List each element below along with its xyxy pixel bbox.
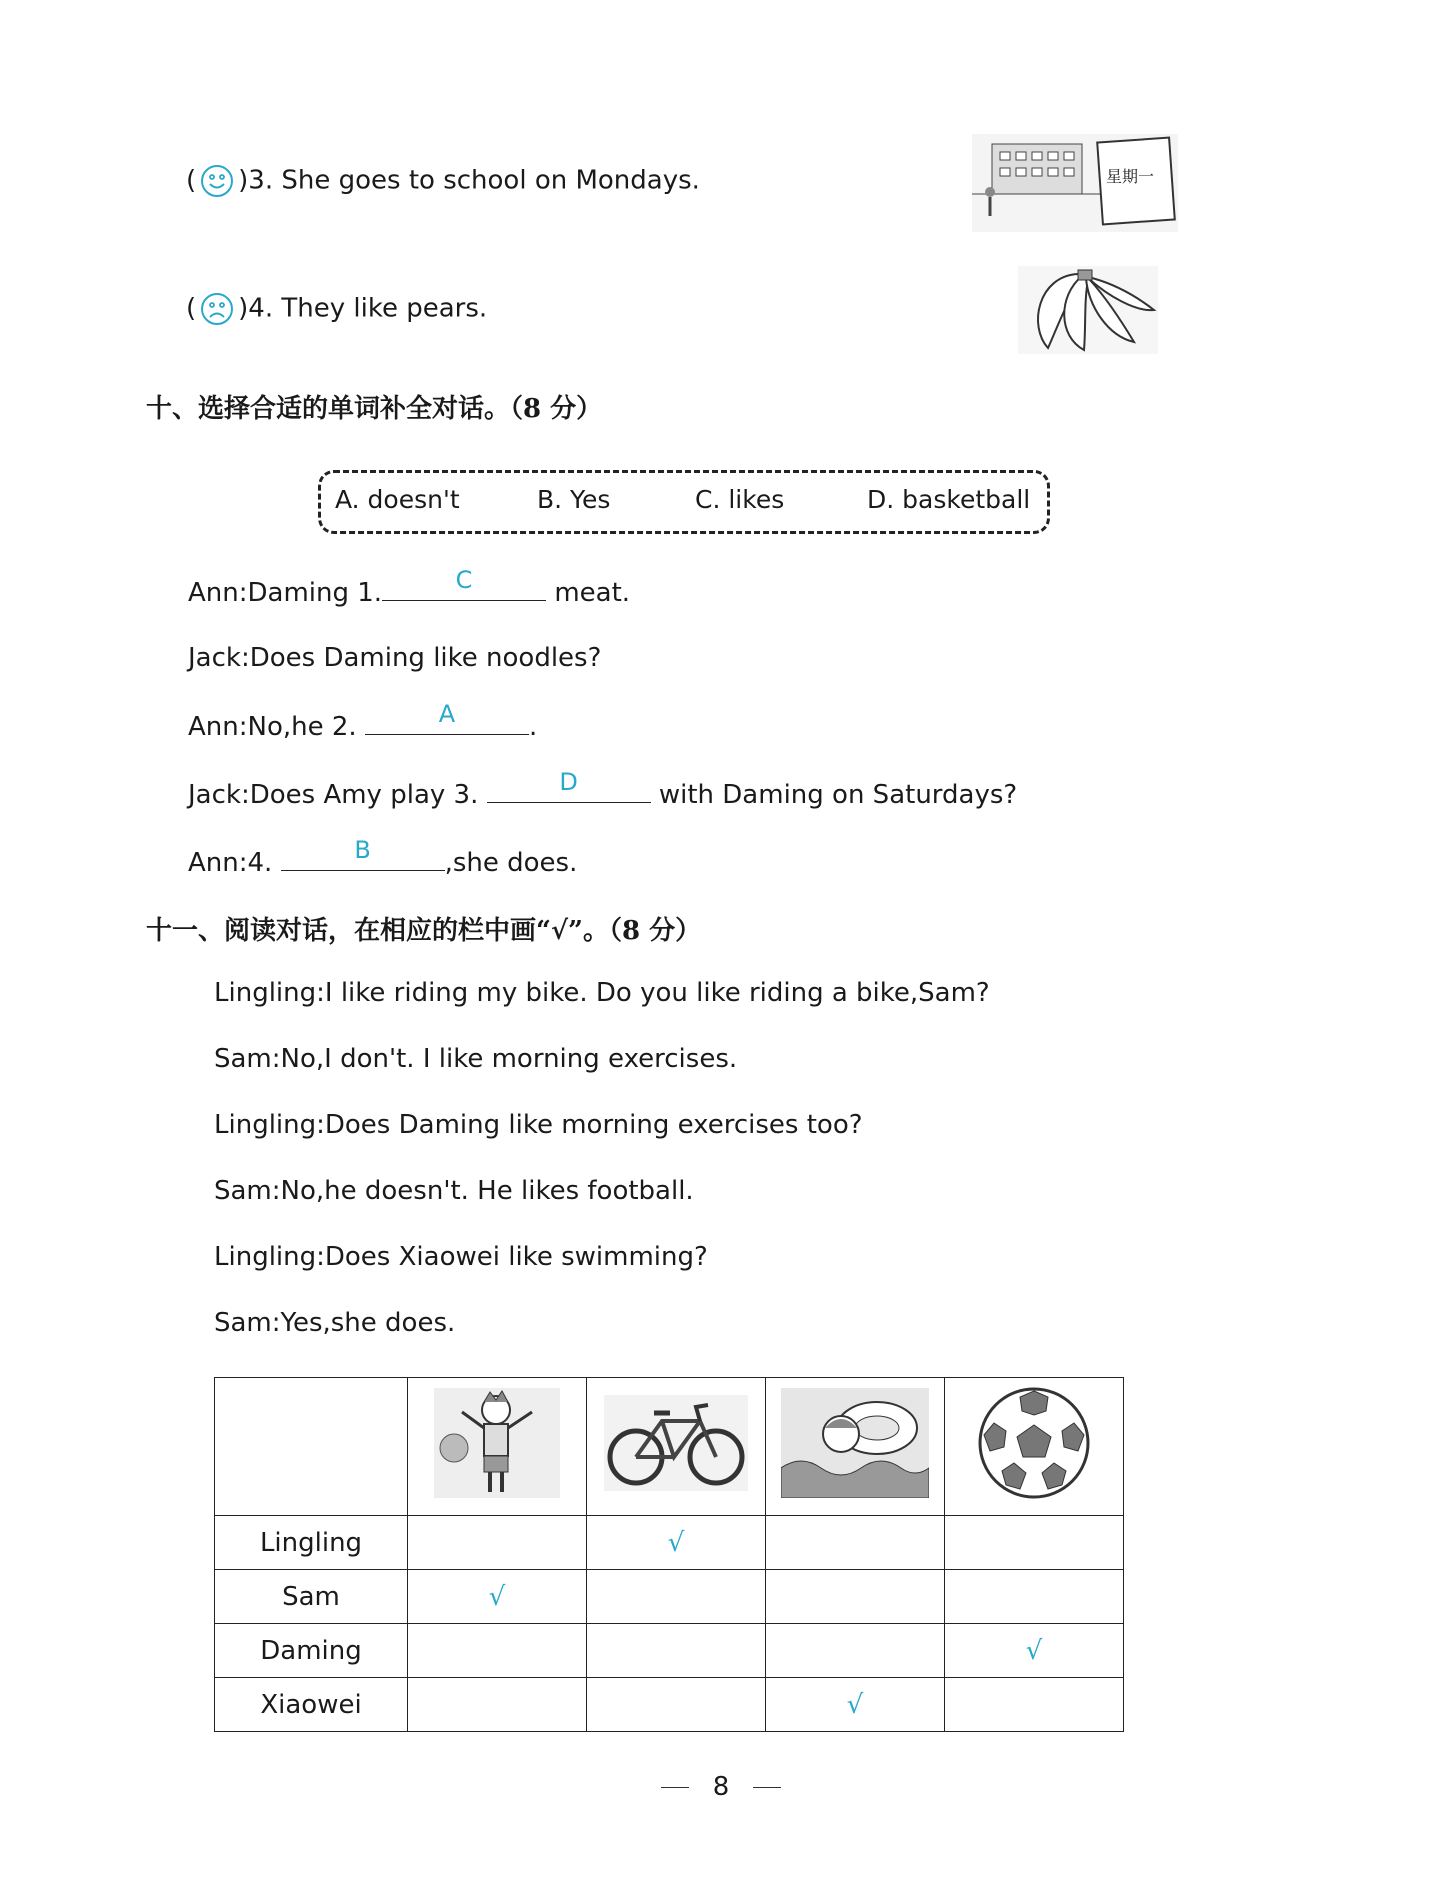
check-cell[interactable]: √: [408, 1570, 587, 1624]
divider: [753, 1787, 781, 1788]
check-cell[interactable]: [766, 1516, 945, 1570]
judge-item-3: ( )3. She goes to school on Mondays.: [186, 164, 700, 198]
answer-blank-3: [487, 768, 651, 803]
header-football: [945, 1378, 1124, 1516]
reading-line-3: Lingling:Does Daming like morning exercises too?: [214, 1110, 863, 1140]
dialogue-text: Jack:Does Amy play 3.: [188, 780, 487, 810]
reading-line-4: Sam:No,he doesn't. He likes football.: [214, 1176, 694, 1206]
row-name: Lingling: [215, 1516, 408, 1570]
dialogue-line-4: [188, 768, 1018, 810]
divider: [661, 1787, 689, 1788]
header-morning-exercises: [408, 1378, 587, 1516]
swimming-icon: [781, 1388, 929, 1498]
option-b: B. Yes: [537, 485, 611, 514]
reading-line-5: Lingling:Does Xiaowei like swimming?: [214, 1242, 708, 1272]
activity-table: [214, 1377, 1124, 1732]
dialogue-text: Ann:No,he 2.: [188, 712, 365, 742]
sad-face-icon: [200, 292, 234, 326]
section-10-title: 十、选择合适的单词补全对话。（8 分）: [146, 394, 603, 424]
dialogue-text: Jack:Does Daming like noodles?: [188, 643, 602, 673]
section-11-title: 十一、阅读对话，在相应的栏中画“√”。（8 分）: [146, 916, 702, 946]
table-row: [215, 1570, 1124, 1624]
school-calendar-illustration: [972, 134, 1178, 232]
judge-item-4: ( )4. They like pears.: [186, 292, 487, 326]
check-cell[interactable]: [945, 1678, 1124, 1732]
check-cell[interactable]: [945, 1570, 1124, 1624]
table-header-row: [215, 1378, 1124, 1516]
answer-4: B: [354, 836, 371, 864]
dialogue-text: Ann:4.: [188, 848, 281, 878]
dialogue-line-1: [188, 566, 631, 608]
check-cell[interactable]: [766, 1570, 945, 1624]
reading-line-1: Lingling:I like riding my bike. Do you like riding a bike,Sam?: [214, 978, 990, 1008]
answer-blank-1: [382, 566, 546, 601]
answer-2: A: [438, 700, 456, 728]
check-cell[interactable]: √: [766, 1678, 945, 1732]
check-cell[interactable]: [587, 1678, 766, 1732]
dialogue-line-5: [188, 836, 578, 878]
check-cell[interactable]: √: [945, 1624, 1124, 1678]
bananas-illustration: [1018, 266, 1158, 354]
dialogue-text: meat.: [546, 578, 631, 608]
check-cell[interactable]: √: [587, 1516, 766, 1570]
word-options-box: [318, 470, 1050, 534]
row-name: Sam: [215, 1570, 408, 1624]
check-cell[interactable]: [408, 1516, 587, 1570]
row-name: Xiaowei: [215, 1678, 408, 1732]
reading-line-2: Sam:No,I don't. I like morning exercises.: [214, 1044, 738, 1074]
judge-item-text: )3. She goes to school on Mondays.: [238, 165, 700, 196]
check-cell[interactable]: [587, 1570, 766, 1624]
corner-cell: [215, 1378, 408, 1516]
answer-blank-4: [281, 836, 445, 871]
check-cell[interactable]: [587, 1624, 766, 1678]
check-cell[interactable]: [945, 1516, 1124, 1570]
row-name: Daming: [215, 1624, 408, 1678]
header-riding-bike: [587, 1378, 766, 1516]
header-swimming: [766, 1378, 945, 1516]
dialogue-text: with Daming on Saturdays?: [650, 780, 1018, 810]
dialogue-line-3: [188, 700, 538, 742]
morning-exercise-icon: [434, 1388, 560, 1498]
answer-blank-2: [365, 700, 529, 735]
reading-line-6: Sam:Yes,she does.: [214, 1308, 456, 1338]
option-d: D. basketball: [867, 485, 1031, 514]
football-icon: [976, 1385, 1092, 1501]
check-cell[interactable]: [408, 1624, 587, 1678]
page-number-text: 8: [712, 1772, 730, 1802]
option-a: A. doesn't: [335, 485, 460, 514]
calendar-label: 星期一: [1106, 167, 1155, 186]
dialogue-line-2: [188, 643, 601, 673]
page-number: [0, 1772, 1442, 1802]
smiley-face-icon: [200, 164, 234, 198]
answer-3: D: [559, 768, 578, 796]
dialogue-text: ,she does.: [444, 848, 578, 878]
bicycle-icon: [604, 1395, 748, 1491]
table-row: [215, 1678, 1124, 1732]
check-cell[interactable]: [766, 1624, 945, 1678]
check-cell[interactable]: [408, 1678, 587, 1732]
judge-item-text: )4. They like pears.: [238, 293, 488, 324]
answer-1: C: [455, 566, 473, 594]
dialogue-text: Ann:Daming 1.: [188, 578, 383, 608]
table-row: [215, 1516, 1124, 1570]
table-row: [215, 1624, 1124, 1678]
option-c: C. likes: [695, 485, 785, 514]
dialogue-text: .: [528, 712, 538, 742]
